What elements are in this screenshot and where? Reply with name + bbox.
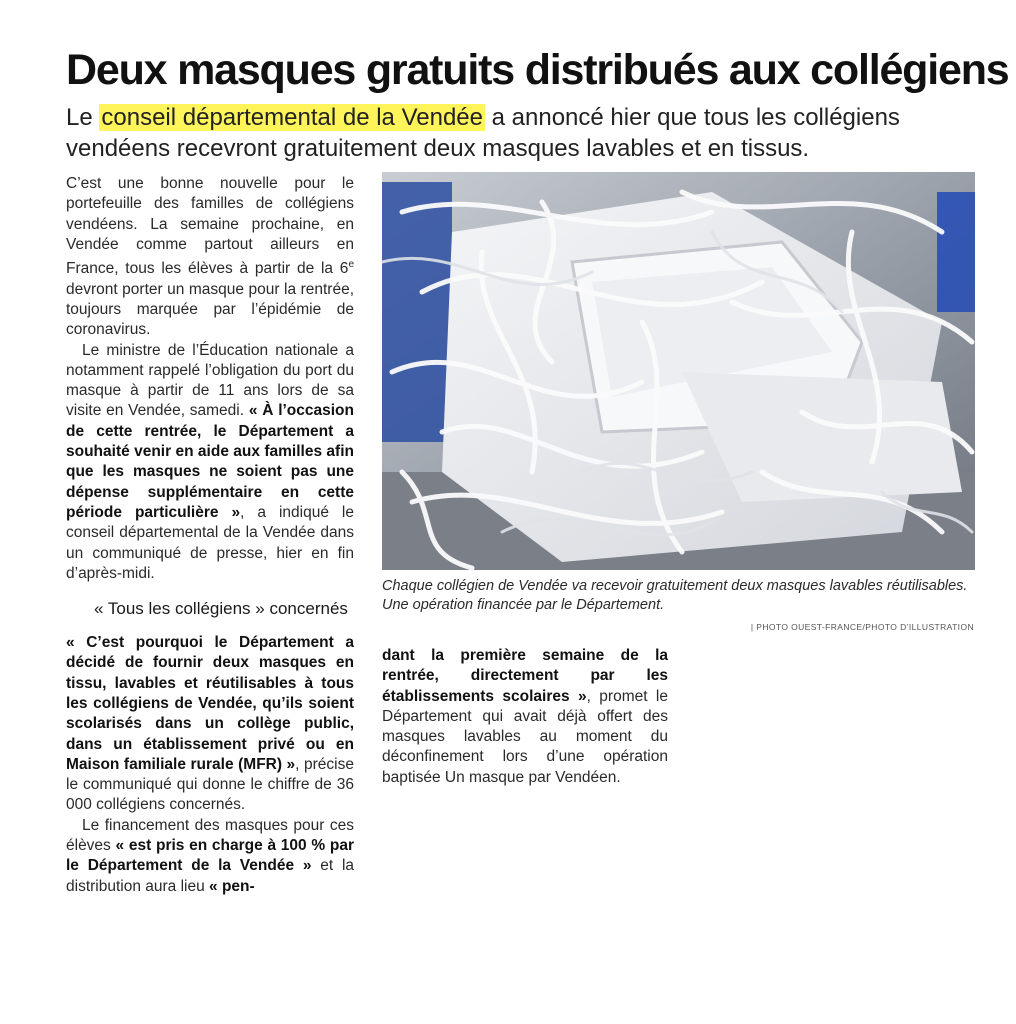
paragraph-1: [66, 174, 354, 341]
paragraph-4: [66, 816, 354, 897]
paragraph-5-quote: dant la première semaine de la rentrée, directement par les établissements scolaires »: [382, 647, 668, 705]
article-column-1: [66, 174, 354, 897]
paragraph-1-text-end: devront porter un masque pour la rentrée, toujours marquée par l’épidémie de coronavirus.: [66, 280, 354, 339]
paragraph-1-text: C’est une bonne nouvelle pour le portefeuille des familles de collégiens vendéens. La semaine prochaine, en Vendée comme partout ailleurs en France, tous les élèves à partir de la 6: [66, 175, 354, 278]
lead-suffix: a annoncé hier que tous les collégiens vendéens recevront gratuitement deux masques lavables et en tissus.: [66, 104, 900, 162]
article-photo: [382, 172, 975, 570]
lead-prefix: Le: [66, 104, 100, 131]
paragraph-4-text-mid: et la distribution aura lieu: [66, 857, 355, 895]
paragraph-3: [66, 633, 354, 816]
paragraph-4-text: Le financement des masques pour ces élèves: [66, 816, 354, 855]
article-column-2: [382, 646, 668, 788]
paragraph-5: [382, 646, 668, 788]
paragraph-5-text: , promet le Département qui avait déjà offert des masques lavables au moment du déconfinement lors d’une opération baptisée Un masque par Vendéen.: [382, 687, 668, 786]
paragraph-2: [66, 341, 354, 585]
paragraph-2-text-end: , a indiqué le conseil départemental de la Vendée dans un communiqué de presse, hier en fin d’après-midi.: [66, 503, 354, 582]
lead-highlight: conseil départemental de la Vendée: [101, 104, 483, 131]
paragraph-2-text: Le ministre de l’Éducation nationale a notamment rappelé l’obligation du port du masque à partir de 11 ans lors de sa visite en Vendée, samedi.: [66, 341, 354, 420]
paragraph-3-quote: « C’est pourquoi le Département a décidé de fournir deux masques en tissu, lavables et réutilisables à tous les collégiens de Vendée, qu’ils soient scolarisés dans un collège public, dans un établissement privé ou en Maison familiale rurale (MFR) »: [66, 634, 354, 773]
photo-credit: | PHOTO OUEST-FRANCE/PHOTO D’ILLUSTRATION: [750, 622, 974, 632]
photo-caption: Chaque collégien de Vendée va recevoir gratuitement deux masques lavables réutilisables. Une opération financée par le Département.: [382, 578, 968, 613]
subheading: « Tous les collégiens » concernés: [94, 599, 348, 619]
paragraph-2-quote: « À l’occasion de cette rentrée, le Département a souhaité venir en aide aux familles afin que les masques ne soient pas une dépense supplémentaire en cette période particulière »: [66, 402, 354, 521]
paragraph-4-quote: « est pris en charge à 100 % par le Département de la Vendée »: [66, 837, 354, 875]
photo-masks-illustration: [382, 172, 975, 570]
superscript: e: [348, 259, 354, 271]
lead-paragraph: [66, 102, 956, 164]
paragraph-3-text: , précise le communiqué qui donne le chiffre de 36 000 collégiens concernés.: [66, 755, 354, 814]
headline: Deux masques gratuits distribués aux collégiens: [66, 46, 1009, 94]
paragraph-4-quote-end: « pen-: [209, 877, 255, 895]
